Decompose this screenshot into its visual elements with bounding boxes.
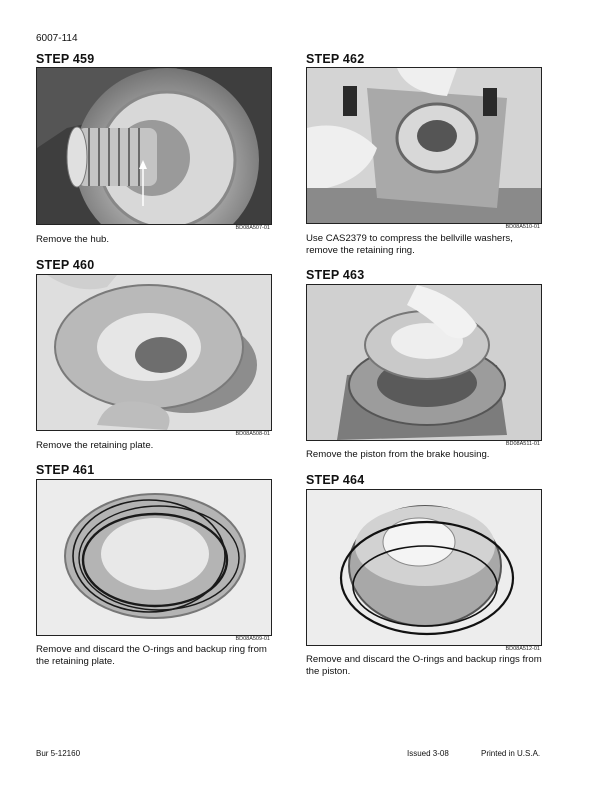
step-462-figure-code: BD08A510-01 <box>505 224 540 230</box>
footer-doc-number: Bur 5-12160 <box>36 749 81 758</box>
step-462-caption: Use CAS2379 to compress the bellville washers, remove the retaining ring. <box>306 233 513 256</box>
step-459-caption: Remove the hub. <box>36 234 110 245</box>
step-460-figure-code: BD08A508-01 <box>235 431 270 437</box>
footer-printed: Printed in U.S.A. <box>481 749 541 758</box>
step-460-title: STEP 460 <box>36 258 95 272</box>
step-462-title: STEP 462 <box>306 52 365 66</box>
footer-issued: Issued 3-08 <box>407 749 449 758</box>
step-463-title: STEP 463 <box>306 268 365 282</box>
step-464-caption: Remove and discard the O-rings and backup rings from the piston. <box>306 654 542 677</box>
step-459-photo <box>36 67 272 225</box>
step-463-photo <box>306 284 542 441</box>
step-459-figure-code: BD08A507-01 <box>235 225 270 231</box>
step-463-figure-code: BD08A511-01 <box>505 441 540 447</box>
step-461-caption: Remove and discard the O-rings and backup ring from the retaining plate. <box>36 644 267 667</box>
step-463-caption: Remove the piston from the brake housing. <box>306 449 490 460</box>
step-462-photo <box>306 67 542 224</box>
step-464-figure-code: BD08A512-01 <box>505 646 540 652</box>
step-460-photo <box>36 274 272 431</box>
step-460-caption: Remove the retaining plate. <box>36 440 154 451</box>
step-461-figure-code: BD08A509-01 <box>235 636 270 642</box>
step-464-photo <box>306 489 542 646</box>
step-461-title: STEP 461 <box>36 463 95 477</box>
step-459-title: STEP 459 <box>36 52 95 66</box>
step-464-title: STEP 464 <box>306 473 365 487</box>
step-461-photo <box>36 479 272 636</box>
page-number: 6007-114 <box>36 33 78 44</box>
